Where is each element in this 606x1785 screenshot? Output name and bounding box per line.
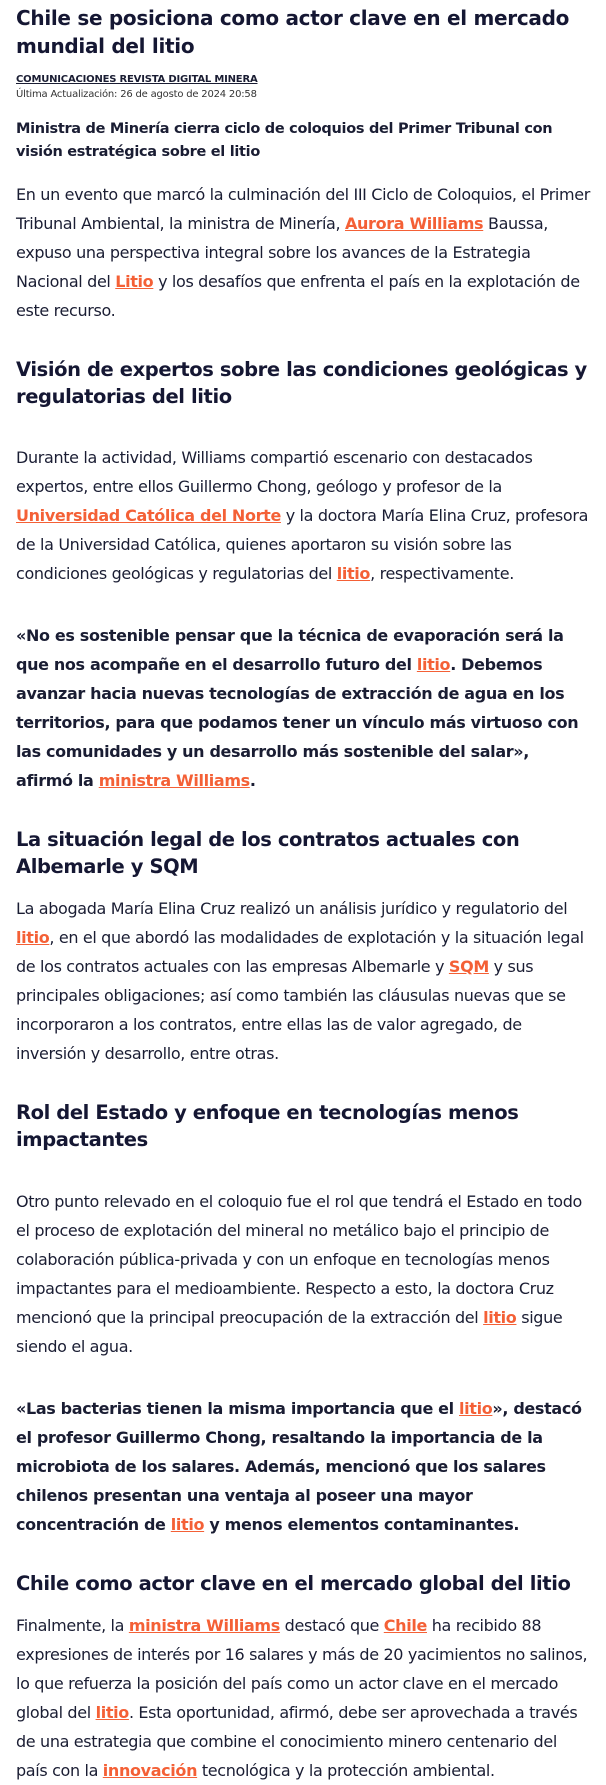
paragraph-rol-estado: Otro punto relevado en el coloquio fue el rol que tendrá el Estado en todo el proceso de explotación del mineral no metálico bajo el principio de colaboración pública-privada y con un enfoque en tecnologías menos impactantes para el medioambiente. Respecto a esto, la doctora Cruz mencionó que la principal preocupación de la extracción del litio sigue siendo el agua. — [16, 1192, 582, 1356]
link-ministra-williams[interactable]: ministra Williams — [98, 771, 250, 790]
author-link[interactable]: COMUNICACIONES REVISTA DIGITAL MINERA — [16, 74, 258, 85]
link-litio[interactable]: Litio — [115, 272, 154, 291]
section-heading-mercado-global: Chile como actor clave en el mercado global del litio — [16, 1572, 571, 1595]
link-litio[interactable]: litio — [336, 564, 371, 583]
link-litio[interactable]: litio — [95, 1703, 129, 1722]
link-litio[interactable]: litio — [459, 1399, 493, 1418]
paragraph-intro: En un evento que marcó la culminación del III Ciclo de Coloquios, el Primer Tribunal Ambiental, la ministra de Minería, Aurora Williams Baussa, expuso una perspectiva integral sobre los avances de la Estrategia Nacional del Litio y los desafíos que enfrenta el país en la explotación de este recurso. — [16, 185, 590, 320]
link-chile[interactable]: Chile — [383, 1616, 427, 1635]
link-aurora-williams[interactable]: Aurora Williams — [344, 214, 484, 233]
article-subtitle: Ministra de Minería cierra ciclo de coloquios del Primer Tribunal con visión estratégica sobre el litio — [16, 121, 553, 160]
link-litio[interactable]: litio — [170, 1515, 205, 1534]
link-litio[interactable]: litio — [483, 1308, 517, 1327]
paragraph-contratos: La abogada María Elina Cruz realizó un análisis jurídico y regulatorio del litio, en el que abordó las modalidades de explotación y la situación legal de los contratos actuales con las empresas Albemarle y SQM y sus principales obligaciones; así como también las cláusulas nuevas que se incorporaron a los contratos, entre ellas las de valor agregado, de inversión y desarrollo, entre otras. — [16, 899, 584, 1063]
article-title: Chile se posiciona como actor clave en el mercado mundial del litio — [16, 6, 570, 58]
section-heading-contratos: La situación legal de los contratos actuales con Albemarle y SQM — [16, 828, 520, 878]
quote-williams: «No es sostenible pensar que la técnica de evaporación será la que nos acompañe en el desarrollo futuro del litio. Debemos avanzar hacia nuevas tecnologías de extracción de agua en los territorios, para que podamos tener un vínculo más virtuoso con las comunidades y un desarrollo más sostenible del salar», afirmó la ministra Williams. — [16, 626, 579, 790]
link-ministra-williams[interactable]: ministra Williams — [128, 1616, 280, 1635]
section-heading-rol-estado: Rol del Estado y enfoque en tecnologías menos impactantes — [16, 1101, 519, 1151]
paragraph-mercado-global: Finalmente, la ministra Williams destacó que Chile ha recibido 88 expresiones de interés por 16 salares y más de 20 yacimientos no salinos, lo que refuerza la posición del país como un actor clave en el mercado global del litio. Esta oportunidad, afirmó, debe ser aprovechada a través de una estrategia que combine el conocimiento minero centenario del país con la innovación tecnológica y la protección ambiental. — [16, 1616, 588, 1780]
quote-chong: «Las bacterias tienen la misma importancia que el litio», destacó el profesor Guillermo Chong, resaltando la importancia de la microbiota de los salares. Además, mencionó que los salares chilenos presentan una ventaja al poseer una mayor concentración de litio y menos elementos contaminantes. — [16, 1399, 582, 1534]
link-universidad-catolica-del-norte[interactable]: Universidad Católica del Norte — [16, 506, 281, 525]
paragraph-expertos: Durante la actividad, Williams compartió escenario con destacados expertos, entre ellos Guillermo Chong, geólogo y profesor de la Universidad Católica del Norte y la doctora María Elina Cruz, profesora de la Universidad Católica, quienes aportaron su visión sobre las condiciones geológicas y regulatorias del litio, respectivamente. — [16, 448, 589, 583]
link-innovacion[interactable]: innovación — [102, 1761, 198, 1780]
section-heading-expertos: Visión de expertos sobre las condiciones geológicas y regulatorias del litio — [16, 358, 587, 408]
link-litio[interactable]: litio — [16, 928, 50, 947]
link-sqm[interactable]: SQM — [448, 957, 489, 976]
link-litio[interactable]: litio — [416, 655, 451, 674]
last-updated: Última Actualización: 26 de agosto de 2024 20:58 — [16, 89, 257, 100]
